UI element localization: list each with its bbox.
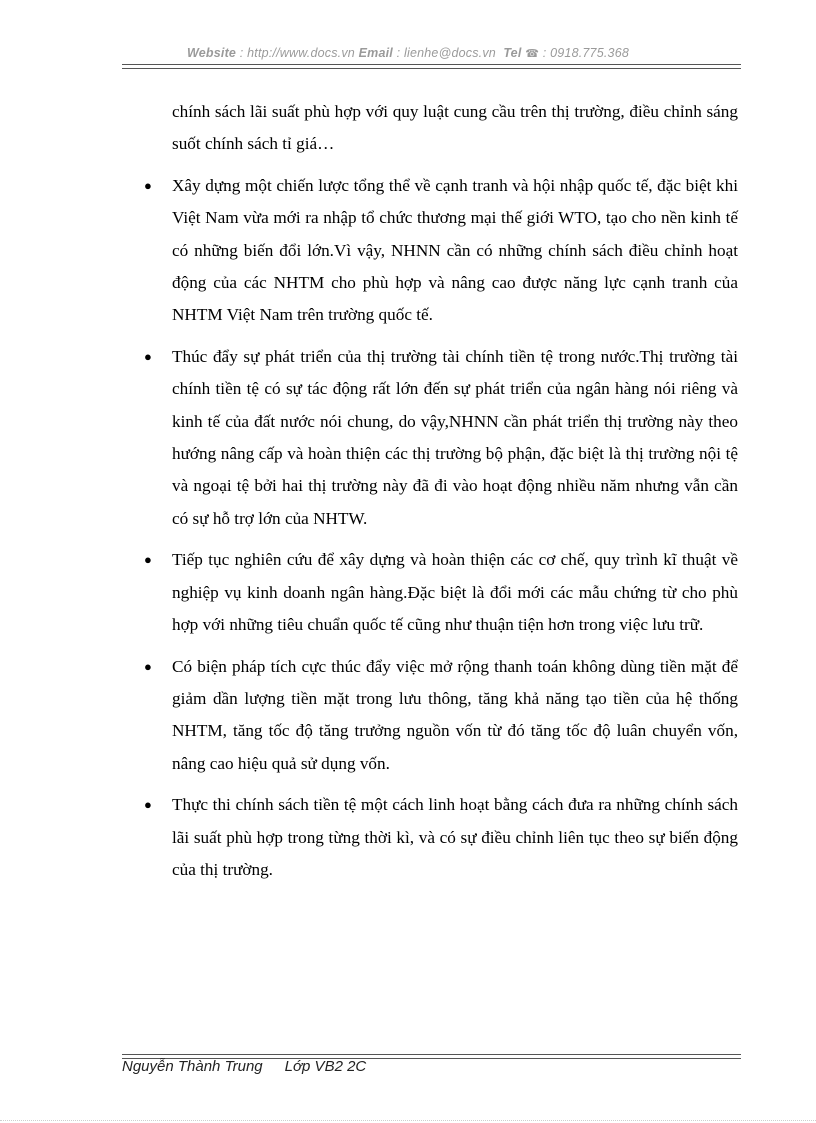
phone-icon: ☎ xyxy=(525,48,540,60)
bullet-icon: ● xyxy=(144,348,152,364)
bullet-icon: ● xyxy=(144,177,152,193)
email-value[interactable]: lienhe@docs.vn xyxy=(404,46,496,60)
list-item-text: Thúc đẩy sự phát triển của thị trường tài chính tiền tệ trong nước.Thị trường tài chính tiền tệ có sự tác động rất lớn đến sự phát triển của ngân hàng nói riêng và kinh tế của đất nước nói chung, do vậy,NHNN cần phát triển thị trường này theo hướng nâng cấp và hoàn thiện các thị trường bộ phận, đặc biệt là thị trường nội tệ và ngoại tệ bởi hai thị trường này đã đi vào hoạt động nhiều năm nhưng vẫn cần có sự hỗ trợ lớn của NHTW. xyxy=(172,346,738,528)
website-separator: : xyxy=(236,46,248,60)
document-body xyxy=(142,96,738,895)
list-item-text: Tiếp tục nghiên cứu để xây dựng và hoàn thiện các cơ chế, quy trình kĩ thuật về nghiệp vụ kinh doanh ngân hàng.Đặc biệt là đổi mới các mẫu chứng từ cho phù hợp với những tiêu chuẩn quốc tế cũng như thuận tiện hơn trong việc lưu trữ. xyxy=(172,550,738,635)
list-item-text: Xây dựng một chiến lược tổng thể về cạnh tranh và hội nhập quốc tế, đặc biệt khi Việt Nam vừa mới ra nhập tổ chức thương mại thế giới WTO, tạo cho nền kinh tế có những biến đổi lớn.Vì vậy, NHNN cần có những chính sách điều chỉnh hoạt động của các NHTM cho phù hợp và nâng cao được năng lực cạnh tranh của NHTM Việt Nam trên trường quốc tế. xyxy=(172,175,738,325)
page-footer xyxy=(122,1058,366,1075)
header-rule xyxy=(122,64,741,69)
email-separator: : xyxy=(392,46,405,60)
tel-label: Tel xyxy=(503,46,522,60)
list-item xyxy=(142,170,738,332)
page-edge xyxy=(0,1120,816,1121)
page-header xyxy=(0,46,816,60)
continuation-paragraph: chính sách lãi suất phù hợp với quy luật cung cầu trên thị trường, điều chỉnh sáng suốt chính sách tỉ giá… xyxy=(172,102,738,154)
footer-class: Lớp VB2 2C xyxy=(284,1058,367,1075)
tel-value: : 0918.775.368 xyxy=(539,46,629,60)
footer-author: Nguyễn Thành Trung xyxy=(122,1058,263,1075)
list-item xyxy=(142,651,738,781)
list-item-text: Thực thi chính sách tiền tệ một cách linh hoạt bằng cách đưa ra những chính sách lãi suất phù hợp trong từng thời kì, và có sự điều chỉnh liên tục theo sự biến động của thị trường. xyxy=(172,795,738,879)
bullet-icon: ● xyxy=(144,797,152,813)
bullet-icon: ● xyxy=(144,658,152,674)
website-url[interactable]: http://www.docs.vn xyxy=(247,46,355,60)
list-item xyxy=(142,341,738,535)
list-item xyxy=(142,789,738,886)
list-item xyxy=(142,544,738,641)
email-label: Email xyxy=(358,46,393,60)
bullet-icon: ● xyxy=(144,552,152,568)
website-label: Website xyxy=(186,46,237,60)
list-item-text: Có biện pháp tích cực thúc đẩy việc mở rộng thanh toán không dùng tiền mặt để giảm dần lượng tiền mặt trong lưu thông, tăng khả năng tạo tiền của hệ thống NHTM, tăng tốc độ tăng trưởng nguồn vốn từ đó tăng tốc độ luân chuyển vốn, nâng cao hiệu quả sử dụng vốn. xyxy=(172,656,738,773)
